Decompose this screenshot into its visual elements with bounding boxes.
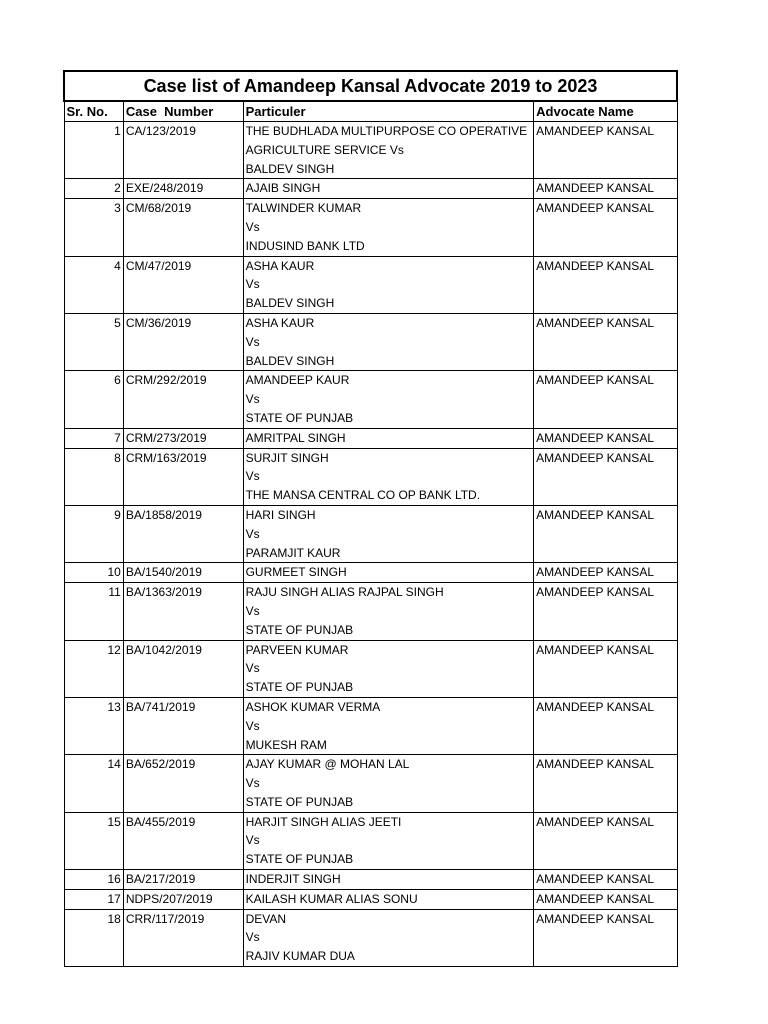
table-row: [64, 122, 677, 179]
header-sr-no: Sr. No.: [64, 101, 123, 122]
case-number-cell: NDPS/207/2019: [123, 889, 243, 909]
particuler-line: GURMEET SINGH: [245, 565, 347, 580]
particuler-line: MUKESH RAM: [245, 737, 327, 752]
particuler-line: STATE OF PUNJAB: [245, 410, 354, 425]
sr-no-cell: 10: [64, 563, 123, 583]
particuler-cell: [243, 256, 534, 313]
particuler-cell: [243, 640, 534, 697]
sr-no-cell: 11: [64, 583, 123, 640]
sr-no-cell: 5: [64, 313, 123, 370]
case-number-cell: BA/455/2019: [123, 812, 243, 869]
particuler-line: Vs: [245, 219, 260, 234]
particuler-cell: [243, 755, 534, 812]
case-number-cell: CM/36/2019: [123, 313, 243, 370]
table-row: [64, 697, 677, 754]
case-number-cell: EXE/248/2019: [123, 179, 243, 199]
particuler-cell: [243, 371, 534, 428]
table-row: [64, 755, 677, 812]
header-particuler: Particuler: [243, 101, 534, 122]
particuler-cell: [243, 563, 534, 583]
advocate-name-cell: AMANDEEP KANSAL: [534, 563, 677, 583]
particuler-line: AGRICULTURE SERVICE Vs: [245, 142, 404, 157]
table-row: [64, 448, 677, 505]
case-number-cell: CRM/273/2019: [123, 428, 243, 448]
case-number-cell: BA/652/2019: [123, 755, 243, 812]
header-case-number: Case Number: [123, 101, 243, 122]
particuler-cell: [243, 870, 534, 890]
case-number-cell: BA/1363/2019: [123, 583, 243, 640]
particuler-line: PARAMJIT KAUR: [245, 545, 341, 560]
particuler-line: STATE OF PUNJAB: [245, 794, 354, 809]
particuler-line: BALDEV SINGH: [245, 161, 335, 176]
sr-no-cell: 14: [64, 755, 123, 812]
particuler-line: AJAY KUMAR @ MOHAN LAL: [245, 757, 410, 772]
case-list-table: [63, 70, 678, 967]
particuler-line: ASHA KAUR: [245, 258, 315, 273]
sr-no-cell: 2: [64, 179, 123, 199]
table-row: [64, 563, 677, 583]
particuler-line: ASHOK KUMAR VERMA: [245, 699, 381, 714]
table-row: [64, 199, 677, 256]
particuler-cell: [243, 889, 534, 909]
particuler-cell: [243, 199, 534, 256]
particuler-line: KAILASH KUMAR ALIAS SONU: [245, 891, 418, 906]
particuler-line: PARVEEN KUMAR: [245, 642, 349, 657]
sr-no-cell: 15: [64, 812, 123, 869]
case-number-cell: BA/217/2019: [123, 870, 243, 890]
particuler-line: STATE OF PUNJAB: [245, 622, 354, 637]
table-row: [64, 371, 677, 428]
sr-no-cell: 16: [64, 870, 123, 890]
table-row: [64, 640, 677, 697]
particuler-line: RAJIV KUMAR DUA: [245, 949, 355, 964]
particuler-line: Vs: [245, 469, 260, 484]
particuler-cell: [243, 583, 534, 640]
advocate-name-cell: AMANDEEP KANSAL: [534, 755, 677, 812]
particuler-cell: [243, 697, 534, 754]
advocate-name-cell: AMANDEEP KANSAL: [534, 371, 677, 428]
case-number-cell: BA/1858/2019: [123, 505, 243, 562]
case-number-cell: BA/741/2019: [123, 697, 243, 754]
particuler-cell: [243, 505, 534, 562]
particuler-line: INDERJIT SINGH: [245, 872, 341, 887]
case-number-cell: CM/47/2019: [123, 256, 243, 313]
case-number-cell: CA/123/2019: [123, 122, 243, 179]
particuler-line: DEVAN: [245, 911, 287, 926]
particuler-line: INDUSIND BANK LTD: [245, 238, 365, 253]
advocate-name-cell: AMANDEEP KANSAL: [534, 313, 677, 370]
advocate-name-cell: AMANDEEP KANSAL: [534, 870, 677, 890]
particuler-line: SURJIT SINGH: [245, 450, 329, 465]
advocate-name-cell: AMANDEEP KANSAL: [534, 122, 677, 179]
particuler-line: STATE OF PUNJAB: [245, 680, 354, 695]
particuler-line: Vs: [245, 833, 260, 848]
particuler-line: Vs: [245, 603, 260, 618]
particuler-line: AMANDEEP KAUR: [245, 373, 350, 388]
particuler-line: RAJU SINGH ALIAS RAJPAL SINGH: [245, 585, 444, 600]
particuler-line: BALDEV SINGH: [245, 353, 335, 368]
case-number-cell: CM/68/2019: [123, 199, 243, 256]
advocate-name-cell: AMANDEEP KANSAL: [534, 812, 677, 869]
table-row: [64, 812, 677, 869]
particuler-line: AMRITPAL SINGH: [245, 430, 346, 445]
particuler-cell: [243, 313, 534, 370]
particuler-line: TALWINDER KUMAR: [245, 201, 362, 216]
particuler-cell: [243, 428, 534, 448]
advocate-name-cell: AMANDEEP KANSAL: [534, 909, 677, 966]
particuler-line: AJAIB SINGH: [245, 181, 321, 196]
sr-no-cell: 4: [64, 256, 123, 313]
particuler-line: Vs: [245, 661, 260, 676]
advocate-name-cell: AMANDEEP KANSAL: [534, 448, 677, 505]
table-row: [64, 505, 677, 562]
advocate-name-cell: AMANDEEP KANSAL: [534, 199, 677, 256]
particuler-line: THE MANSA CENTRAL CO OP BANK LTD.: [245, 488, 481, 503]
sr-no-cell: 13: [64, 697, 123, 754]
table-row: [64, 870, 677, 890]
advocate-name-cell: AMANDEEP KANSAL: [534, 428, 677, 448]
particuler-cell: [243, 179, 534, 199]
particuler-line: Vs: [245, 718, 260, 733]
sr-no-cell: 3: [64, 199, 123, 256]
particuler-line: Vs: [245, 776, 260, 791]
case-number-cell: CRM/292/2019: [123, 371, 243, 428]
case-list-sheet: [63, 70, 678, 967]
header-advocate-name: Advocate Name: [534, 101, 677, 122]
case-rows: [64, 122, 677, 967]
sr-no-cell: 8: [64, 448, 123, 505]
table-header-row: [64, 101, 677, 122]
table-row: [64, 909, 677, 966]
sr-no-cell: 12: [64, 640, 123, 697]
page-title: Case list of Amandeep Kansal Advocate 2019 to 2023: [64, 71, 677, 101]
sr-no-cell: 7: [64, 428, 123, 448]
particuler-cell: [243, 122, 534, 179]
particuler-line: Vs: [245, 392, 260, 407]
advocate-name-cell: AMANDEEP KANSAL: [534, 889, 677, 909]
advocate-name-cell: AMANDEEP KANSAL: [534, 179, 677, 199]
table-row: [64, 583, 677, 640]
particuler-cell: [243, 812, 534, 869]
case-number-cell: BA/1042/2019: [123, 640, 243, 697]
case-number-cell: BA/1540/2019: [123, 563, 243, 583]
particuler-line: Vs: [245, 334, 260, 349]
advocate-name-cell: AMANDEEP KANSAL: [534, 505, 677, 562]
particuler-cell: [243, 448, 534, 505]
particuler-line: Vs: [245, 526, 260, 541]
particuler-cell: [243, 909, 534, 966]
sr-no-cell: 18: [64, 909, 123, 966]
table-row: [64, 889, 677, 909]
particuler-line: Vs: [245, 277, 260, 292]
advocate-name-cell: AMANDEEP KANSAL: [534, 583, 677, 640]
sr-no-cell: 9: [64, 505, 123, 562]
particuler-line: ASHA KAUR: [245, 315, 315, 330]
particuler-line: Vs: [245, 930, 260, 945]
table-row: [64, 313, 677, 370]
sr-no-cell: 6: [64, 371, 123, 428]
advocate-name-cell: AMANDEEP KANSAL: [534, 697, 677, 754]
advocate-name-cell: AMANDEEP KANSAL: [534, 256, 677, 313]
particuler-line: HARI SINGH: [245, 507, 316, 522]
table-row: [64, 256, 677, 313]
particuler-line: THE BUDHLADA MULTIPURPOSE CO OPERATIVE: [245, 124, 528, 138]
sr-no-cell: 1: [64, 122, 123, 179]
table-row: [64, 179, 677, 199]
case-number-cell: CRM/163/2019: [123, 448, 243, 505]
table-row: [64, 428, 677, 448]
sr-no-cell: 17: [64, 889, 123, 909]
advocate-name-cell: AMANDEEP KANSAL: [534, 640, 677, 697]
particuler-line: BALDEV SINGH: [245, 296, 335, 311]
particuler-line: HARJIT SINGH ALIAS JEETI: [245, 814, 402, 829]
case-number-cell: CRR/117/2019: [123, 909, 243, 966]
particuler-line: STATE OF PUNJAB: [245, 852, 354, 867]
